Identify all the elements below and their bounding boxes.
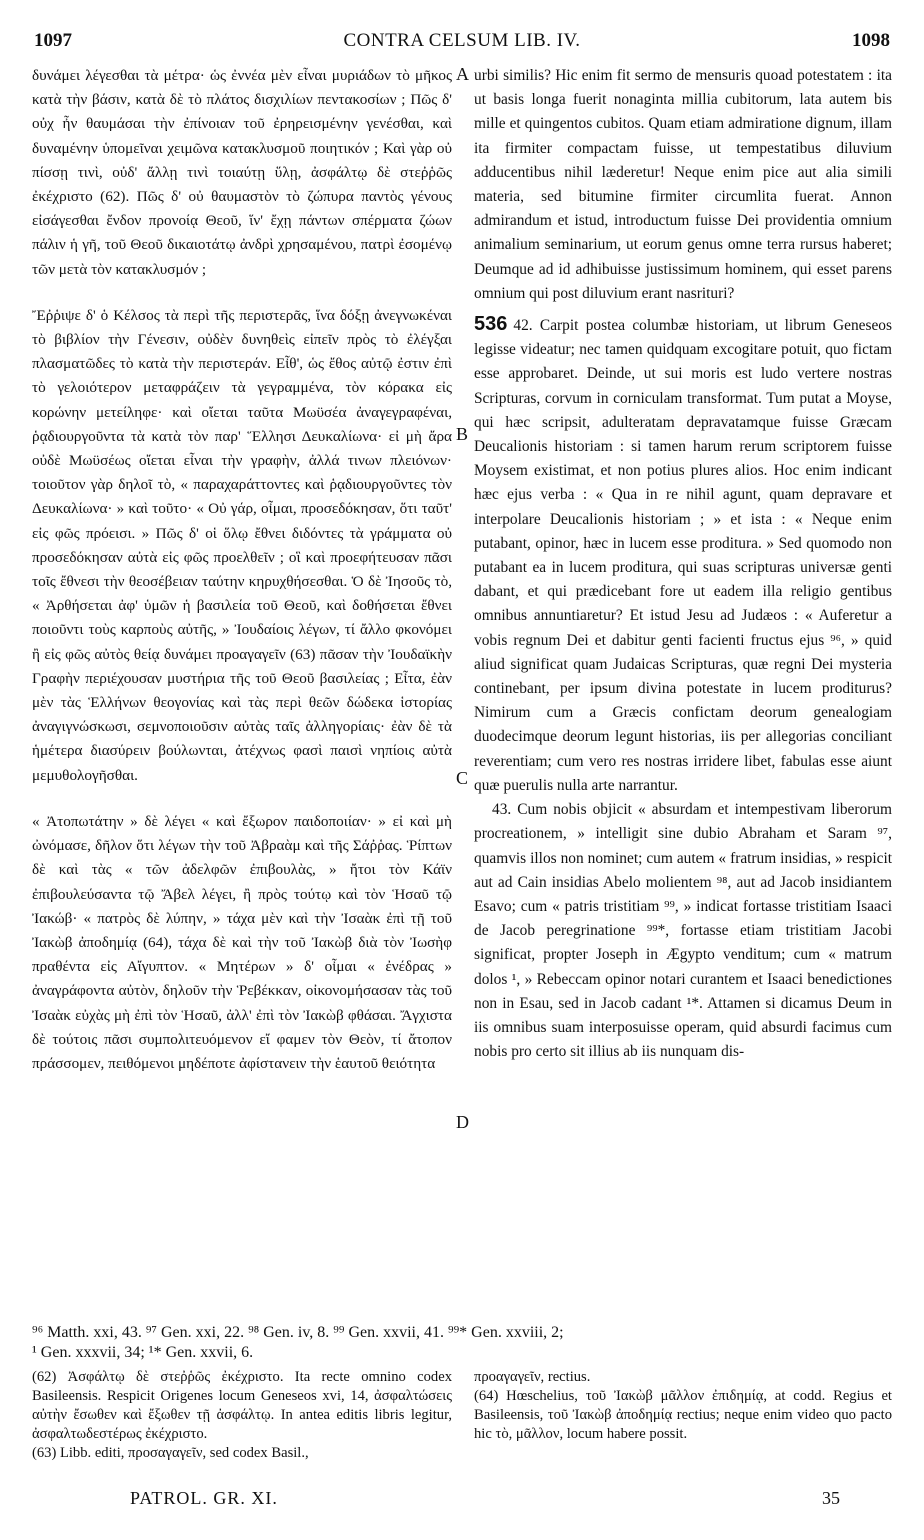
margin-marker-d: D	[456, 1112, 469, 1132]
editorial-note: (62) Ἀσφάλτῳ δὲ στεῤῥῶς ἐκέχριστο. Ita recte omnino codex Basileensis. Respicit Origenes locum Geneseos xvi, 14, ἀσφαλτώσεις αὐτὴν ἔσωθεν καὶ ἔξωθεν τῇ ἀσφάλτῳ. In antea editis libris legitur, ἀσφαλτωδεστέρως ἐκέχριστο.	[32, 1369, 452, 1442]
chapter-number: 536	[474, 313, 508, 336]
page-number-left: 1097	[34, 30, 72, 51]
notes-left	[32, 1368, 452, 1463]
greek-paragraph: δυνάμει λέγεσθαι τὰ μέτρα· ὡς ἐννέα μὲν εἶναι μυριάδων τὸ μῆκος κατὰ τὴν βάσιν, κατὰ δὲ τὸ πλάτος δισχιλίων πεντακοσίων ; Πῶς δ' οὐχ ἦν θαυμάσαι τὴν ἐπίνοιαν τοῦ ἐρηρεισμένην γενέσθαι, καὶ δυναμένην ὑπομεῖναι χειμῶνα κατακλυσμοῦ ποιητικόν ; Καὶ γὰρ οὐ πίσσῃ τινὶ, οὐδ' ἄλλῃ τινὶ τοιαύτῃ ὕλῃ, ἀσφάλτῳ δὲ στεῤῥῶς ἐκέχριστο (62). Πῶς δ' οὐ θαυμαστὸν τὸ ζώπυρα παντὸς γένους εἰσάγεσθαι ἔνδον προνοίᾳ Θεοῦ, ἵν' ἔχῃ πάντων σπέρματα ζώων πάλιν ἡ γῆ, τοῦ Θεοῦ δικαιοτάτῳ ἀνδρὶ χρησαμένου, πατρὶ ἐσομένῳ τῶν μετὰ τὸν κατακλυσμόν ;	[32, 67, 452, 278]
margin-marker-a: A	[456, 64, 469, 84]
editorial-note: (63) Libb. editi, προσαγαγεῖν, sed codex Basil.,	[32, 1445, 309, 1461]
page-header	[0, 30, 924, 58]
footer-series: PATROL. GR. XI.	[130, 1488, 278, 1508]
page-footer	[0, 1488, 924, 1518]
footer-signature: 35	[822, 1488, 840, 1508]
greek-paragraph: « Ἀτοπωτάτην » δὲ λέγει « καὶ ἔξωρον παιδοποιίαν· » εἰ καὶ μὴ ὠνόμασε, δῆλον ὅτι λέγων τὴν τοῦ Ἀβραὰμ καὶ τῆς Σάῤῥας. Ῥίπτων δὲ καὶ τὰς « τῶν ἀδελφῶν ἐπιβουλὰς, » ἤτοι τὸν Κάϊν ἐπιβουλεύσαντα τῷ Ἄβελ λέγει, ἢ πρὸς τούτῳ καὶ τὸν Ἡσαῦ τῷ Ἰακώβ· « πατρὸς δὲ λύπην, » τάχα μὲν καὶ τὴν Ἰσαὰκ ἐπὶ τῇ τοῦ Ἰακὼβ ἀποδημίᾳ (64), τάχα δὲ καὶ τὴν τοῦ Ἰακὼβ διὰ τὸν Ἰωσὴφ πραθέντα εἰς Αἴγυπτον. « Μητέρων » δ' οἶμαι « ἐνέδρας » ἀναγράφοντα αὐτὸν, δηλοῦν τὴν Ῥεβέκκαν, οἰκονομήσασαν τὰς τοῦ Ἰσαὰκ εὐχὰς μὴ ἐπὶ τὸν Ἡσαῦ, ἀλλ' ἐπὶ τὸν Ἰακὼβ φθάσαι. Ἄγχιστα δὲ τούτοις πᾶσι συμπολιτευόμενον εἴ φαμεν τὸν Θεὸν, τί ἄτοπον πράσσομεν, πειθόμενοι μηδέποτε ἀφίστανειν τὴν ἑαυτοῦ θειότητα	[32, 812, 452, 1072]
editorial-note: προαγαγεῖν, rectius.	[474, 1369, 591, 1385]
latin-paragraph: 43. Cum nobis objicit « absurdam et intempestivam liberorum procreationem, » intelligit sine dubio Abraham et Saram ⁹⁷, quamvis illos non nominet; cum autem « fratrum insidias, » respicit aut ad Cain insidias Abelo molientem ⁹⁸, aut ad Jacob insidiantem Esavo; cum « patris tristitiam ⁹⁹, » indicat fortasse tristitiam Isaaci de Jacob peregrinatione ⁹⁹*, fortasse etiam tristitiam Jacobi significat, propter Joseph in Ægypto venditum; cum « matrum dolos ¹, » Rebeccam opinor notari curantem et Isaaci benedictiones non in Esau, sed in Jacob cadant ¹*. Attamen si dicamus Deum in iis omnibus suam interposuisse operam, quid absurdi facimus cum nobis pro certo sit illius ab iis nunquam dis-	[474, 801, 892, 1061]
notes-right	[474, 1368, 892, 1444]
scripture-footnote-line: ¹ Gen. xxxvii, 34; ¹* Gen. xxvii, 6.	[32, 1344, 254, 1361]
greek-paragraph: Ἔῤῥιψε δ' ὁ Κέλσος τὰ περὶ τῆς περιστερᾶς, ἵνα δόξῃ ἀνεγνωκέναι τὸ βιβλίον τὴν Γένεσιν, οὐδὲν δυνηθεὶς εἰπεῖν πρὸς τὸ ἐλέγξαι πλασματῶδες τὸ κατὰ τὴν περιστεράν. Εἶθ', ὡς ἔθος αὐτῷ ἐστιν ἐπὶ τὸ γελοιότερον μεταφράζειν τὰ γεγραμμένα, τὸν κόρακα εἰς κορώνην μετείληφε· καὶ οἴεται ταῦτα Μωϋσέα ἀναγεγραφέναι, ῥᾳδιουργοῦντα τὰ κατὰ τὸν παρ' Ἕλλησι Δευκαλίωνα· εἰ μὴ ἄρα οὐδὲ Μωϋσέως οἴεται εἶναι τὴν γραφὴν, ἀλλά τινων πλειόνων· τοιοῦτον γὰρ δηλοῖ τὸ, « παραχαράττοντες καὶ ῥᾳδιουργοῦντες τὸν Δευκαλίωνα· » καὶ τοῦτο· « Οὐ γάρ, οἶμαι, προσεδόκησαν, ὅτι ταῦτ' εἰς φῶς πρόεισι. » Πῶς δ' οἱ ὅλῳ ἔθνει διδόντες τὰ γράμματα οὐ προσεδόκησαν αὐτὰ εἰς φῶς προελθεῖν ; οἳ καὶ προεφήτευσαν πᾶσι τοῖς ἔθνεσι τὴν θεοσέβειαν ταύτην κηρυχθήσεσθαι. Ὁ δὲ Ἰησοῦς τὸ, « Ἀρθήσεται ἀφ' ὑμῶν ἡ βασιλεία τοῦ Θεοῦ, καὶ δοθήσεται ἔθνει ποιοῦντι τοὺς καρποὺς αὐτῆς, » Ἰουδαίοις λέγων, τί ἄλλο φκονόμει ἢ εἰς φῶς αὐτὸς θείᾳ δυνάμει προαγαγεῖν (63) πᾶσαν τὴν Ἰουδαϊκὴν Γραφὴν περιέχουσαν μυστήρια τῆς τοῦ Θεοῦ βασιλείας ; Εἶτα, ἐὰν μὲν τὰς Ἑλλήνων θεογονίας καὶ τὰς περὶ θεῶν δώδεκα ἱστορίας ἀναγιγνώσκωσι, σεμνοποιοῦσιν αὐτὰς ταῖς ἀλληγορίαις· ἐὰν δὲ τὰ ἡμέτερα διασύρειν βούλωνται, ἀτέχνως φασὶ παισὶ νηπίοις αὐτὰ μεμυθολογῆσθαι.	[32, 306, 452, 784]
latin-paragraph: urbi similis? Hic enim fit sermo de mensuris quoad potestatem : ita ut basis longa fuerit nonaginta millia cubitorum, lata autem bis mille et quingentos cubitos. Quam etiam admiratione dignum, illam ita firmiter compactam fuisse, ut tempestatibus diluvium adducentibus nihil læderetur! Neque enim pice aut alia simili materia, sed bitumine firmiter circumlita fuerat. Annon admirandum et istud, introductum fuisse Dei providentia omnium animalium seminarium, ut eorum genus omne terra rursus haberet; Deumque ad id adhibuisse justissimum hominem, qui esset parens omnium qui post diluvium erant nasrituri?	[474, 67, 892, 302]
latin-paragraph: 42. Carpit postea columbæ historiam, ut librum Geneseos legisse videatur; nec tamen quidquam excogitare potuit, quo fictam esse approbaret. Deinde, ut sui moris est ludo vertere nostras Scripturas, corvum in corniculam transformat. Tum putat a Moyse, qui hæc scripsit, adulteratam depravatamque fuisse Græcam Deucalionis historiam : si tamen harum rerum scriptorem fuisse Moysem existimat, et non potius plures alios. Hoc enim indicant hæc ejus verba : « Qua in re nihil agunt, quam depravare et interpolare Deucalionis historiam ; » et ista : « Neque enim putabant, opinor, hæc in lucem esse proditura. » Sed quomodo non putabant ea in lucem proditura, qui suas scripturas universæ genti dabant, et qui prædicebant fore ut eadem illa religio gentibus omnibus annuntiaretur? Et istud Jesu ad Judæos : « Auferetur a vobis regnum Dei et dabitur genti facienti fructus ejus ⁹⁶, » quid aliud significat quam Judaicas Scripturas, quæ regni Dei mysteria continebant, per ipsum divina potestate in lucem proditurus? Nimirum cum a Græcis confictam deorum genealogiam duodecimque deorum legunt historias, iis per allegorias conciliant reverentiam; cum vero res nostras irridere libet, fabulas esse aiunt quæ puerulis nulla arte narrantur.	[474, 317, 892, 794]
margin-marker-b: B	[456, 424, 469, 444]
greek-column	[32, 64, 452, 1076]
running-title: CONTRA CELSUM LIB. IV.	[343, 30, 581, 51]
latin-column	[474, 64, 892, 1064]
page-number-right: 1098	[852, 30, 890, 51]
margin-marker-c: C	[456, 768, 469, 788]
scripture-footnote-line: ⁹⁶ Matth. xxi, 43. ⁹⁷ Gen. xxi, 22. ⁹⁸ Gen. iv, 8. ⁹⁹ Gen. xxvii, 41. ⁹⁹* Gen. xxviii, 2;	[32, 1324, 564, 1341]
editorial-note: (64) Hœschelius, τοῦ Ἰακὼβ μᾶλλον ἐπιδημίᾳ, at codd. Regius et Basileensis, τοῦ Ἰακὼβ ἀποδημίᾳ rectius; neque enim video quo pacto hic τὸ, μᾶλλον, locum habere possit.	[474, 1388, 892, 1442]
